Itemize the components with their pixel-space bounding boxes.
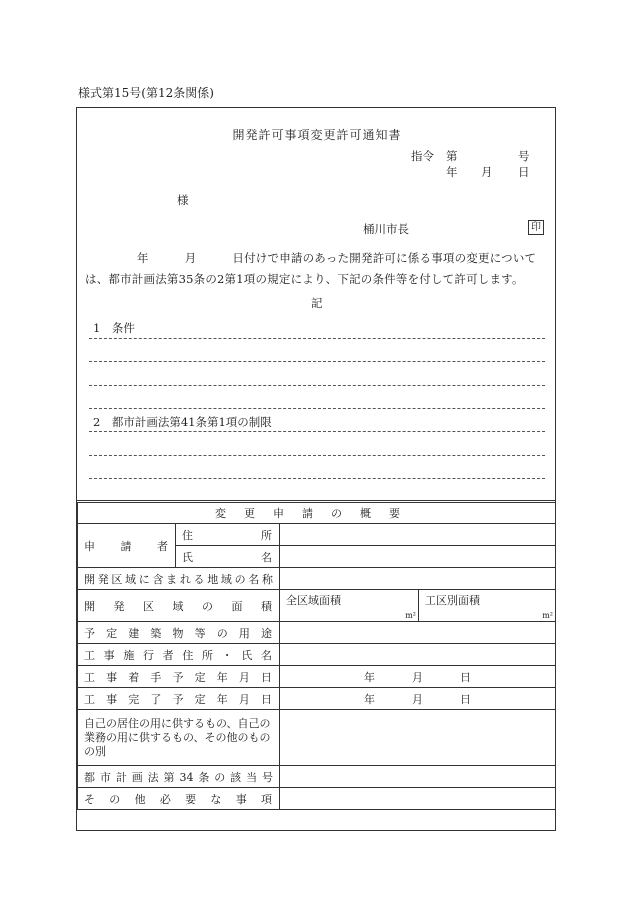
applicant-label: 申請者 [78,524,176,568]
dotted-line [89,478,545,479]
body-text [85,248,549,290]
total-area-unit: m² [405,611,416,620]
end-date-label: 工事完了予定年月日 [78,688,280,710]
article34-label: 都市計画法第34条の該当号 [78,766,280,788]
ki-label: 記 [311,296,323,310]
area-size-label: 開発区域の面積 [78,590,280,622]
start-month: 月 [412,670,423,684]
start-day: 日 [460,670,471,684]
other-label: その他必要な事項 [78,788,280,810]
end-year: 年 [364,692,375,706]
date-day: 日 [518,165,530,179]
notice-title: 開発許可事項変更許可通知書 [232,128,402,142]
dotted-line [89,361,545,362]
number-dai: 第 [446,149,458,163]
total-area-label: 全区域面積 [286,594,341,607]
dotted-line [89,431,545,432]
notice-box [76,107,556,831]
start-date-label: 工事着手予定年月日 [78,666,280,688]
body-year: 年 [137,251,149,265]
number-go: 号 [518,149,530,163]
contractor-label: 工事施行者住所・氏名 [78,644,280,666]
item2-label: 2 都市計画法第41条第1項の制限 [93,415,272,429]
start-date-value[interactable] [280,666,556,688]
name-label: 氏名 [176,546,280,568]
body-rest: 日付けで申請のあった開発許可に係る事項の変更については、都市計画法第35条の2第1項の規定により、下記の条件等を付して許可します。 [85,251,537,286]
item1-label: 1 条件 [93,321,135,335]
area-name-value[interactable] [280,568,556,590]
section-area-cell[interactable] [419,590,556,622]
address-value[interactable] [280,524,556,546]
start-year: 年 [364,670,375,684]
dotted-line [89,338,545,339]
summary-table [77,500,556,810]
dotted-line [89,455,545,456]
seal-stamp: 印 [528,220,544,235]
end-month: 月 [412,692,423,706]
addressee-suffix: 様 [177,193,189,207]
building-use-label: 予定建築物等の用途 [78,622,280,644]
summary-header: 変更申請の概要 [78,502,556,524]
body-month: 月 [184,251,197,265]
usage-type-label: 自己の居住の用に供するもの、自己の業務の用に供するもの、その他のものの別 [78,710,280,766]
number-prefix: 指令 [411,149,434,163]
total-area-cell[interactable] [280,590,419,622]
article34-value[interactable] [280,766,556,788]
form-number: 様式第15号(第12条関係) [78,86,214,100]
issuer: 桶川市長 [363,222,409,236]
usage-type-value[interactable] [280,710,556,766]
section-area-unit: m² [542,611,553,620]
building-use-value[interactable] [280,622,556,644]
end-day: 日 [460,692,471,706]
dotted-line [89,385,545,386]
section-area-label: 工区別面積 [425,594,480,607]
name-value[interactable] [280,546,556,568]
address-label: 住所 [176,524,280,546]
date-year: 年 [446,165,458,179]
contractor-value[interactable] [280,644,556,666]
other-value[interactable] [280,788,556,810]
end-date-value[interactable] [280,688,556,710]
area-name-label: 開発区域に含まれる地域の名称 [78,568,280,590]
dotted-line [89,408,545,409]
date-month: 月 [481,165,493,179]
